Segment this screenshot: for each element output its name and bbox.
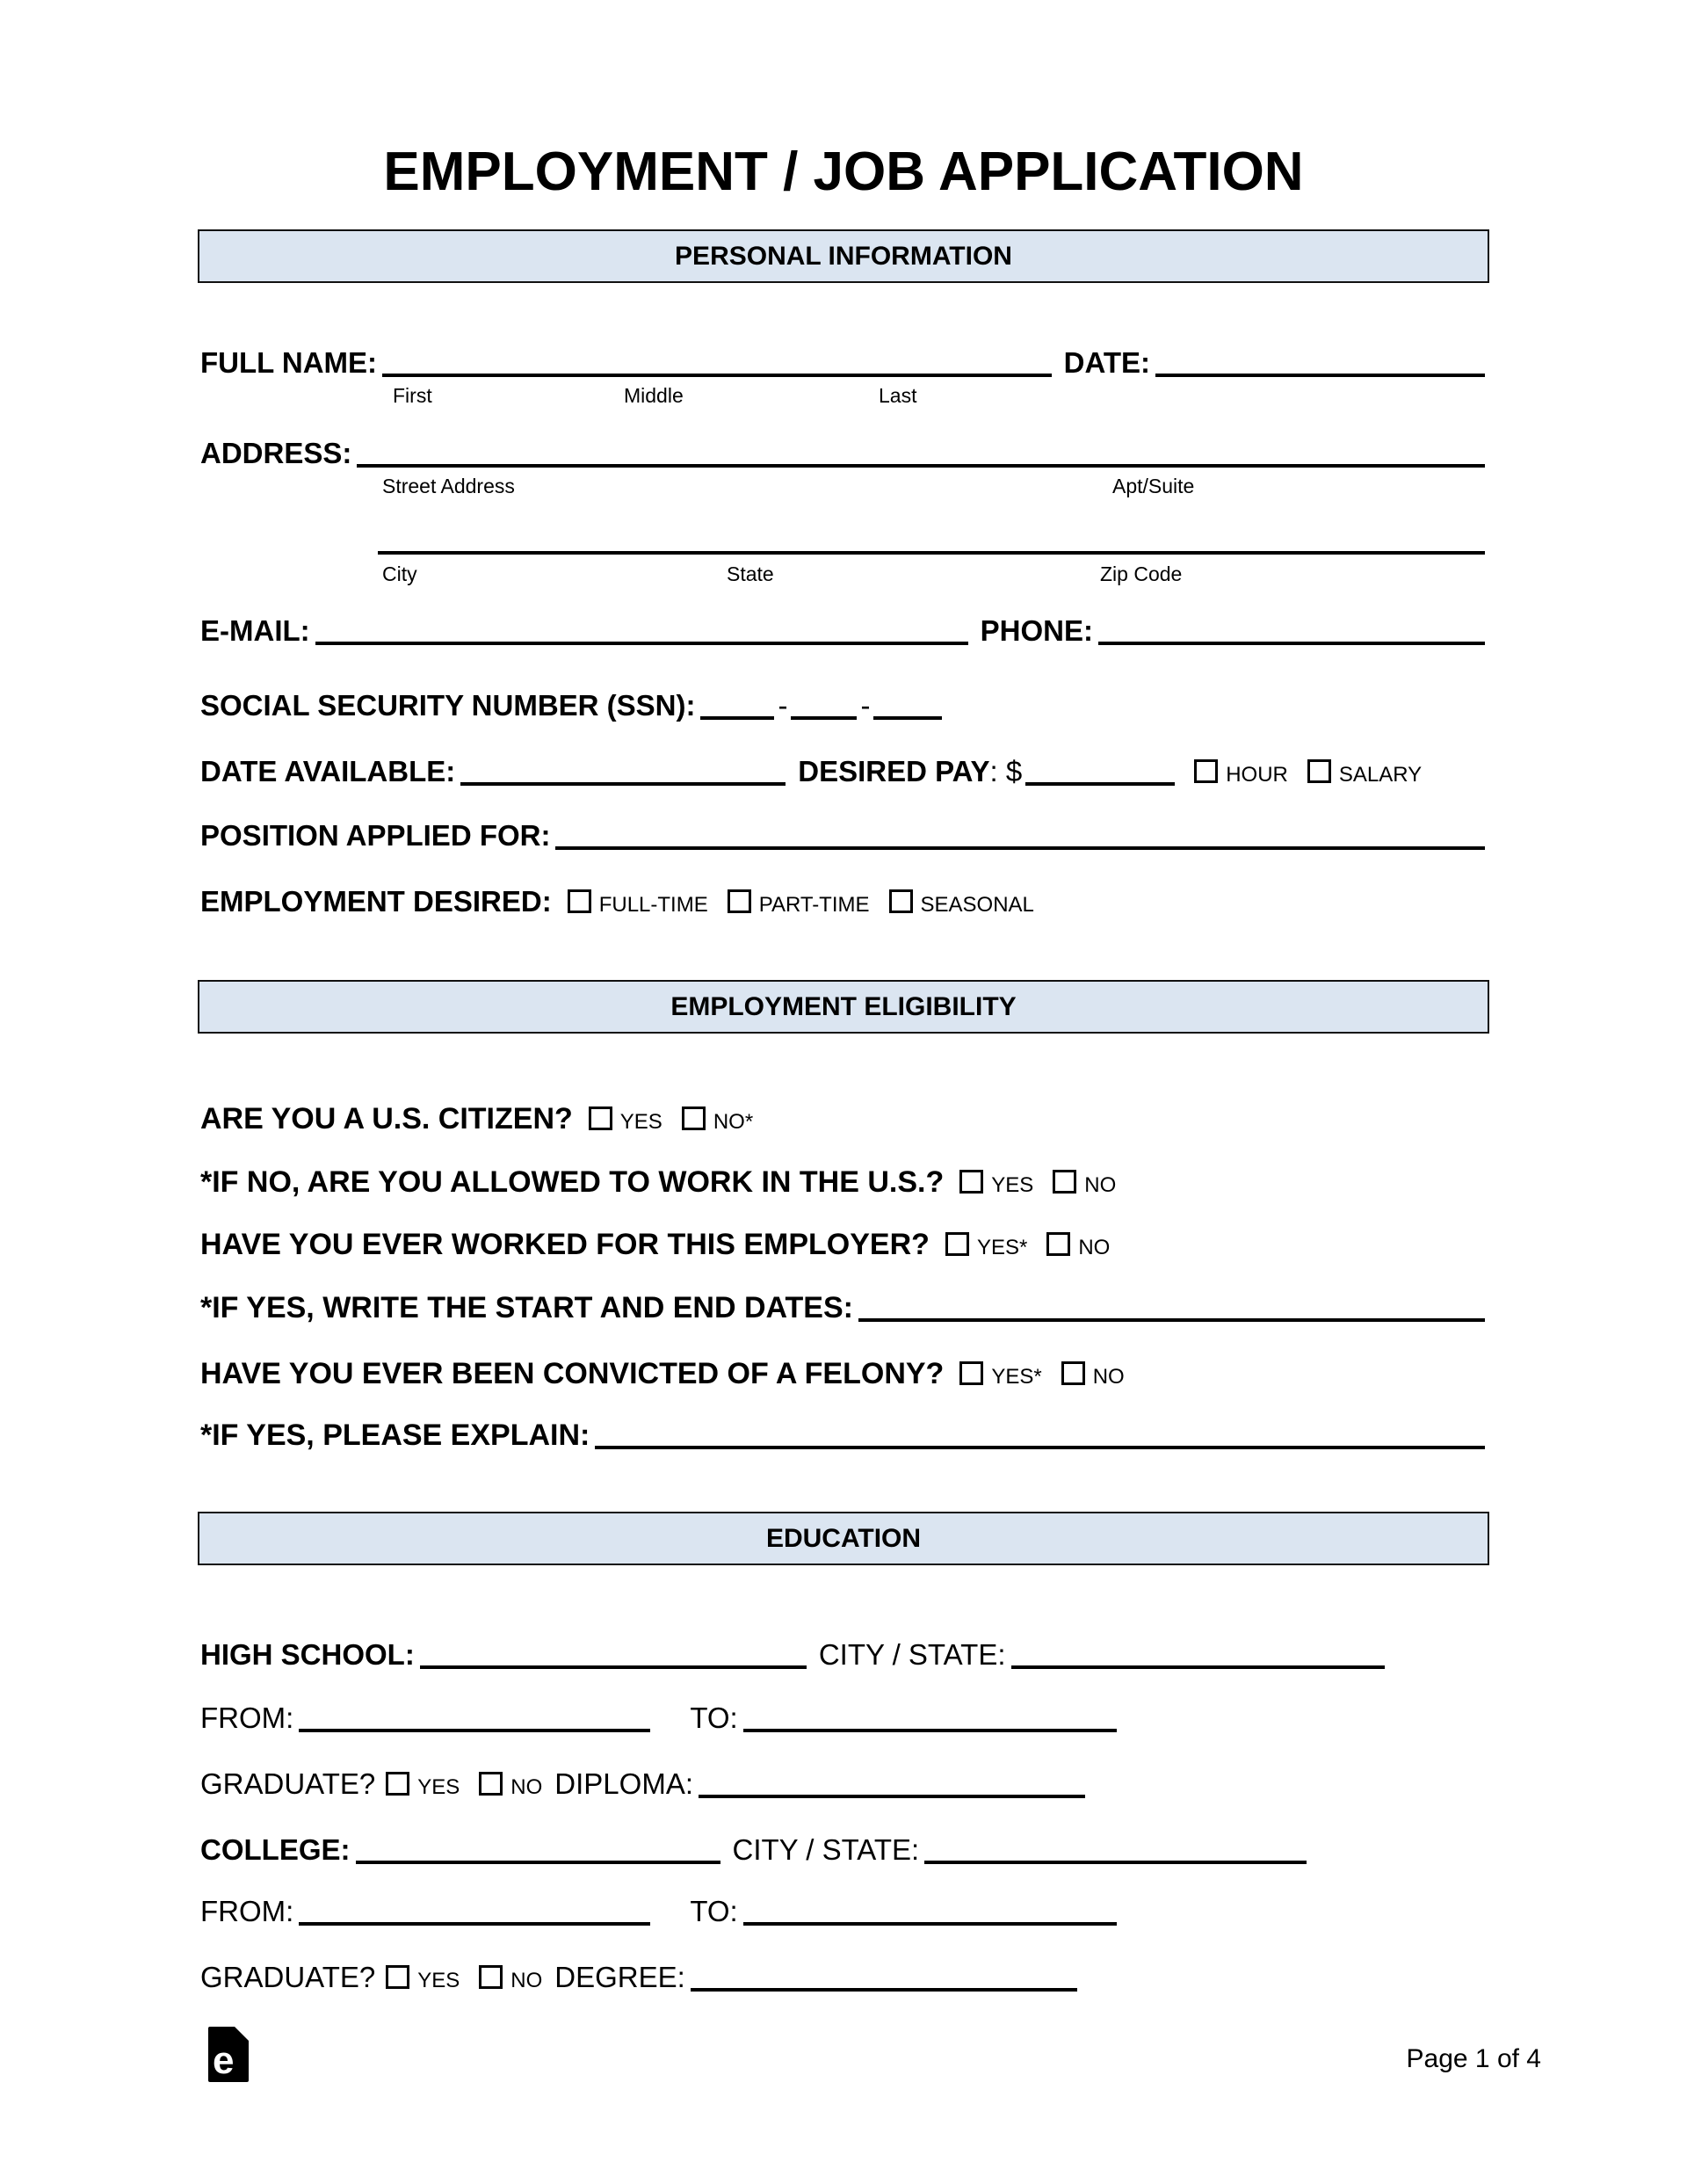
college-from-input-line[interactable] (299, 1922, 650, 1926)
allowed-to-work-question: *IF NO, ARE YOU ALLOWED TO WORK IN THE U.S.? (200, 1165, 945, 1199)
hs-from-label: FROM: (200, 1701, 294, 1734)
hs-graduate-yes-checkbox[interactable] (386, 1772, 409, 1796)
employment-desired-label: EMPLOYMENT DESIRED: (200, 885, 552, 918)
full-name-input-line[interactable] (382, 374, 1052, 377)
ssn-part1-input-line[interactable] (700, 716, 774, 720)
citizen-question: ARE YOU A U.S. CITIZEN? (200, 1102, 573, 1136)
allowed-yes-checkbox[interactable] (959, 1170, 983, 1194)
eforms-logo-letter: e (213, 2039, 235, 2082)
section-header-personal-information (198, 229, 1489, 283)
felony-explain-row (200, 1418, 1485, 1454)
last-sublabel: Last (879, 384, 917, 407)
worked-no-checkbox[interactable] (1046, 1232, 1070, 1256)
diploma-label: DIPLOMA: (554, 1767, 693, 1800)
college-to-label: TO: (690, 1895, 738, 1927)
allowed-no-label: NO (1084, 1173, 1117, 1197)
allowed-to-work-question-row (200, 1165, 1485, 1201)
page-title: EMPLOYMENT / JOB APPLICATION (383, 141, 1304, 202)
phone-input-line[interactable] (1098, 642, 1485, 645)
college-label: COLLEGE: (200, 1833, 351, 1866)
first-sublabel: First (393, 384, 432, 407)
felony-yes-label: YES* (991, 1365, 1042, 1389)
worked-no-label: NO (1078, 1236, 1111, 1259)
email-phone-row (200, 613, 1485, 649)
desired-pay-label: DESIRED PAY (798, 755, 990, 787)
seasonal-checkbox[interactable] (889, 889, 913, 913)
degree-label: DEGREE: (554, 1961, 685, 1993)
part-time-checkbox[interactable] (728, 889, 751, 913)
college-graduate-row (200, 1960, 1485, 1995)
worked-before-question: HAVE YOU EVER WORKED FOR THIS EMPLOYER? (200, 1228, 930, 1261)
college-dates-row (200, 1894, 1485, 1929)
diploma-input-line[interactable] (699, 1795, 1085, 1798)
ssn-hyphen: - (778, 689, 788, 722)
hs-city-state-input-line[interactable] (1011, 1665, 1385, 1669)
salary-checkbox[interactable] (1307, 759, 1331, 783)
college-graduate-yes-label: YES (417, 1969, 460, 1992)
college-row (200, 1832, 1485, 1868)
full-name-label: FULL NAME: (200, 346, 378, 379)
citizen-yes-checkbox[interactable] (589, 1107, 612, 1130)
full-time-checkbox[interactable] (568, 889, 591, 913)
college-graduate-no-checkbox[interactable] (479, 1965, 503, 1989)
middle-sublabel: Middle (624, 384, 684, 407)
date-available-input-line[interactable] (460, 782, 786, 786)
degree-input-line[interactable] (691, 1988, 1077, 1992)
employment-desired-row (200, 884, 1485, 919)
hs-graduate-no-checkbox[interactable] (479, 1772, 503, 1796)
allowed-no-checkbox[interactable] (1053, 1170, 1076, 1194)
apt-suite-sublabel: Apt/Suite (1112, 475, 1195, 497)
college-city-state-input-line[interactable] (924, 1861, 1307, 1864)
college-to-input-line[interactable] (743, 1922, 1117, 1926)
street-address-input-line[interactable] (357, 464, 1485, 468)
citizen-question-row (200, 1101, 1485, 1137)
high-school-row (200, 1637, 1485, 1672)
email-label: E-MAIL: (200, 614, 310, 647)
high-school-dates-row (200, 1701, 1485, 1736)
felony-explain-input-line[interactable] (595, 1446, 1485, 1449)
felony-question: HAVE YOU EVER BEEN CONVICTED OF A FELONY? (200, 1357, 945, 1390)
start-end-dates-row (200, 1290, 1485, 1326)
felony-yes-checkbox[interactable] (959, 1361, 983, 1385)
date-input-line[interactable] (1155, 374, 1485, 377)
seasonal-checkbox-label: SEASONAL (920, 893, 1034, 917)
eforms-logo (208, 2027, 249, 2082)
start-end-dates-label: *IF YES, WRITE THE START AND END DATES: (200, 1291, 853, 1324)
salary-checkbox-label: SALARY (1338, 763, 1423, 787)
page-number: Page 1 of 4 (1406, 2044, 1541, 2073)
felony-question-row (200, 1356, 1485, 1392)
address-row (200, 436, 1485, 471)
section-header-label: PERSONAL INFORMATION (675, 241, 1012, 271)
hs-graduate-yes-label: YES (417, 1775, 460, 1799)
high-school-graduate-row (200, 1767, 1485, 1802)
section-header-employment-eligibility (198, 980, 1489, 1034)
worked-yes-label: YES* (976, 1236, 1028, 1259)
part-time-checkbox-label: PART-TIME (758, 893, 870, 917)
city-sublabel: City (382, 562, 417, 585)
full-name-row (200, 345, 1485, 381)
page-fold-icon (235, 2027, 249, 2041)
position-applied-label: POSITION APPLIED FOR: (200, 819, 551, 852)
college-from-label: FROM: (200, 1895, 294, 1927)
date-available-label: DATE AVAILABLE: (200, 755, 456, 787)
ssn-part3-input-line[interactable] (873, 716, 942, 720)
state-sublabel: State (727, 562, 774, 585)
felony-no-label: NO (1092, 1365, 1125, 1389)
desired-pay-dollar: : $ (989, 755, 1023, 787)
high-school-input-line[interactable] (420, 1665, 807, 1669)
position-applied-input-line[interactable] (555, 846, 1485, 850)
worked-before-question-row (200, 1227, 1485, 1263)
hour-checkbox-label: HOUR (1226, 763, 1288, 787)
college-graduate-label: GRADUATE? (200, 1961, 376, 1993)
high-school-label: HIGH SCHOOL: (200, 1638, 415, 1671)
ssn-part2-input-line[interactable] (791, 716, 857, 720)
zip-code-sublabel: Zip Code (1100, 562, 1183, 585)
hs-city-state-label: CITY / STATE: (818, 1638, 1006, 1671)
section-header-label: EDUCATION (765, 1523, 922, 1553)
street-address-sublabel: Street Address (382, 475, 515, 497)
hs-to-label: TO: (690, 1701, 738, 1734)
address-label: ADDRESS: (200, 437, 352, 469)
hour-checkbox[interactable] (1194, 759, 1218, 783)
felony-no-checkbox[interactable] (1061, 1361, 1085, 1385)
college-graduate-no-label: NO (510, 1969, 543, 1992)
hs-graduate-no-label: NO (510, 1775, 543, 1799)
date-label: DATE: (1063, 346, 1150, 379)
hs-to-input-line[interactable] (743, 1729, 1117, 1732)
citizen-no-checkbox[interactable] (682, 1107, 706, 1130)
start-end-dates-input-line[interactable] (858, 1318, 1485, 1322)
college-graduate-yes-checkbox[interactable] (386, 1965, 409, 1989)
phone-label: PHONE: (980, 614, 1093, 647)
citizen-yes-label: YES (619, 1110, 662, 1134)
citizen-no-label: NO* (713, 1110, 754, 1134)
position-row (200, 818, 1485, 853)
city-state-zip-input-line[interactable] (378, 551, 1485, 555)
college-input-line[interactable] (356, 1861, 720, 1864)
email-input-line[interactable] (315, 642, 968, 645)
felony-explain-label: *IF YES, PLEASE EXPLAIN: (200, 1419, 590, 1452)
allowed-yes-label: YES (991, 1173, 1034, 1197)
college-city-state-label: CITY / STATE: (732, 1833, 920, 1866)
hs-graduate-label: GRADUATE? (200, 1767, 376, 1800)
date-available-pay-row (200, 754, 1485, 789)
ssn-row (200, 688, 1485, 723)
section-header-education (198, 1512, 1489, 1565)
worked-yes-checkbox[interactable] (945, 1232, 969, 1256)
section-header-label: EMPLOYMENT ELIGIBILITY (670, 991, 1017, 1021)
hs-from-input-line[interactable] (299, 1729, 650, 1732)
full-time-checkbox-label: FULL-TIME (598, 893, 708, 917)
ssn-label: SOCIAL SECURITY NUMBER (SSN): (200, 689, 696, 722)
desired-pay-input-line[interactable] (1025, 782, 1175, 786)
ssn-hyphen: - (860, 689, 871, 722)
